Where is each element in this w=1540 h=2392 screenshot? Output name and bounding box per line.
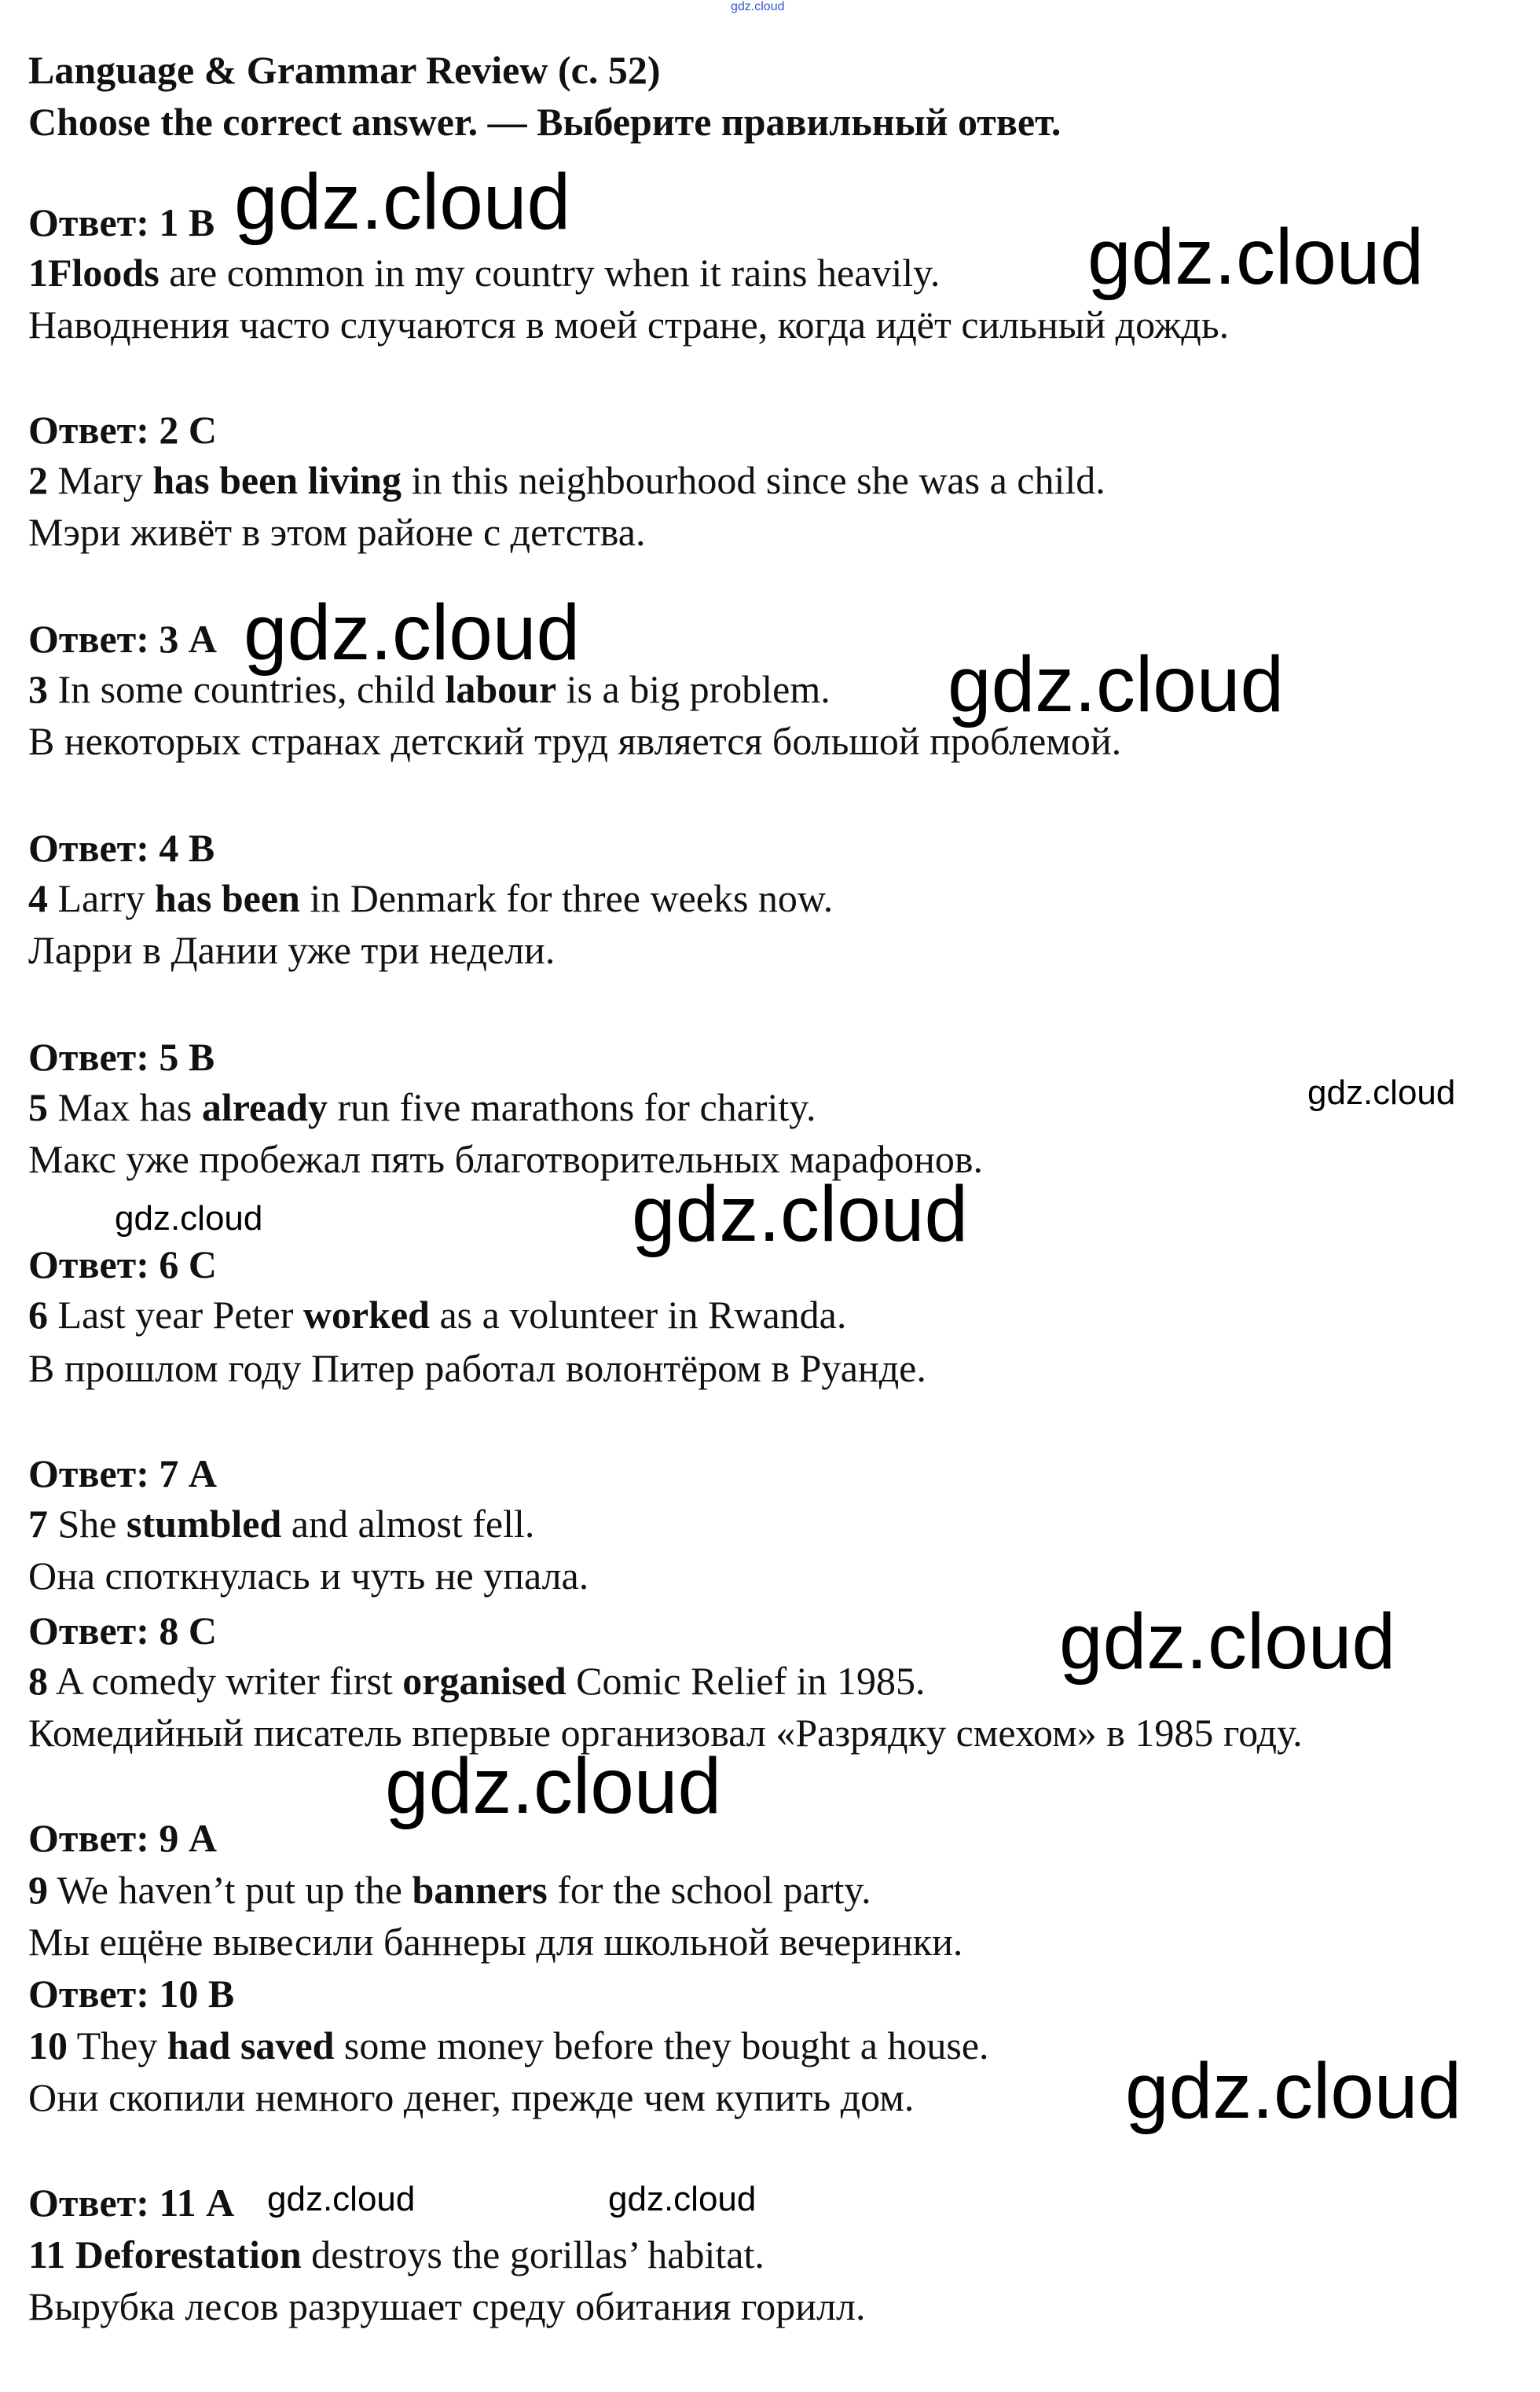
header	[28, 44, 1061, 148]
sentence-post: is a big problem.	[556, 667, 830, 711]
page-title: Language & Grammar Review (с. 52)	[28, 48, 661, 92]
watermark: gdz.cloud	[115, 1199, 263, 1238]
russian-translation: Мы ещёне вывесили баннеры для школьной вечеринки.	[28, 1920, 963, 1964]
item-number: 6	[28, 1293, 48, 1337]
english-sentence	[28, 1501, 534, 1546]
sentence-keyword: stumbled	[126, 1502, 282, 1546]
sentence-pre: Mary	[48, 458, 153, 502]
watermark: gdz.cloud	[632, 1170, 969, 1258]
english-sentence	[28, 2023, 989, 2068]
sentence-post: and almost fell.	[281, 1502, 535, 1546]
russian-translation: Макс уже пробежал пять благотворительных марафонов.	[28, 1137, 983, 1181]
watermark: gdz.cloud	[1125, 2047, 1462, 2135]
sentence-keyword: labour	[445, 667, 557, 711]
russian-translation: Она споткнулась и чуть не упала.	[28, 1554, 589, 1598]
sentence-keyword: Floods	[48, 251, 160, 295]
english-sentence	[28, 457, 1106, 503]
russian-translation: Они скопили немного денег, прежде чем купить дом.	[28, 2075, 915, 2119]
item-number: 11	[28, 2232, 66, 2276]
answer-label: Ответ: 9 A	[28, 1816, 217, 1860]
sentence-keyword: organised	[402, 1659, 566, 1703]
watermark: gdz.cloud	[948, 640, 1285, 728]
watermark: gdz.cloud	[608, 2180, 757, 2218]
sentence-pre: A comedy writer first	[48, 1659, 403, 1703]
item-number: 8	[28, 1659, 48, 1703]
answer-label: Ответ: 7 A	[28, 1451, 217, 1495]
sentence-pre: In some countries, child	[48, 667, 446, 711]
sentence-post: destroys the gorillas’ habitat.	[301, 2232, 764, 2276]
russian-translation: В прошлом году Питер работал волонтёром в Руанде.	[28, 1346, 926, 1390]
sentence-keyword: has been	[155, 876, 300, 920]
answer-label: Ответ: 10 B	[28, 1972, 235, 2016]
sentence-post: as a volunteer in Rwanda.	[429, 1293, 847, 1337]
russian-translation: Вырубка лесов разрушает среду обитания горилл.	[28, 2284, 866, 2328]
watermark: gdz.cloud	[234, 158, 571, 246]
russian-translation: Наводнения часто случаются в моей стране, когда идёт сильный дождь.	[28, 303, 1230, 347]
russian-translation: Комедийный писатель впервые организовал «Разрядку смехом» в 1985 году.	[28, 1711, 1303, 1755]
english-sentence	[28, 1084, 816, 1130]
sentence-post: are common in my country when it rains heavily.	[159, 251, 940, 295]
sentence-post: for the school party.	[547, 1868, 871, 1912]
top-watermark: gdz.cloud	[731, 0, 785, 13]
instruction: Choose the correct answer. — Выберите правильный ответ.	[28, 100, 1062, 144]
watermark: gdz.cloud	[267, 2180, 416, 2218]
sentence-keyword: already	[201, 1085, 328, 1129]
sentence-keyword: Deforestation	[75, 2232, 302, 2276]
answer-label: Ответ: 2 C	[28, 408, 217, 452]
sentence-pre: Larry	[48, 876, 156, 920]
answer-label: Ответ: 8 C	[28, 1609, 217, 1653]
item-number: 3	[28, 667, 48, 711]
english-sentence	[28, 1292, 846, 1337]
item-number: 7	[28, 1502, 48, 1546]
item-number: 4	[28, 876, 48, 920]
sentence-pre: Last year Peter	[48, 1293, 303, 1337]
watermark: gdz.cloud	[244, 589, 581, 677]
watermark: gdz.cloud	[1059, 1598, 1396, 1686]
english-sentence	[28, 250, 940, 295]
russian-translation: Ларри в Дании уже три недели.	[28, 928, 556, 972]
english-sentence	[28, 875, 833, 921]
sentence-post: some money before they bought a house.	[334, 2023, 989, 2067]
answer-label: Ответ: 11 A	[28, 2181, 235, 2225]
answer-label: Ответ: 6 C	[28, 1242, 217, 1286]
answer-label: Ответ: 5 B	[28, 1035, 215, 1079]
answer-label: Ответ: 3 A	[28, 617, 217, 661]
sentence-pre: Max has	[48, 1085, 202, 1129]
russian-translation: Мэри живёт в этом районе с детства.	[28, 510, 646, 554]
item-number: 5	[28, 1085, 48, 1129]
sentence-post: Comic Relief in 1985.	[566, 1659, 926, 1703]
item-number: 1	[28, 251, 48, 295]
english-sentence	[28, 2232, 764, 2277]
item-number: 2	[28, 458, 48, 502]
sentence-keyword: had saved	[167, 2023, 335, 2067]
russian-translation: В некоторых странах детский труд является большой проблемой.	[28, 719, 1122, 763]
sentence-pre: They	[68, 2023, 167, 2067]
english-sentence	[28, 1867, 871, 1913]
watermark: gdz.cloud	[1087, 213, 1424, 301]
sentence-keyword: worked	[302, 1293, 430, 1337]
item-number: 9	[28, 1868, 48, 1912]
answer-label: Ответ: 4 B	[28, 826, 215, 870]
sentence-pre	[65, 2232, 75, 2276]
sentence-keyword: banners	[412, 1868, 548, 1912]
answer-label: Ответ: 1 B	[28, 200, 215, 244]
sentence-keyword: has been living	[152, 458, 402, 502]
watermark: gdz.cloud	[1307, 1073, 1456, 1112]
sentence-pre: She	[48, 1502, 126, 1546]
english-sentence	[28, 1658, 926, 1704]
sentence-post: in Denmark for three weeks now.	[299, 876, 834, 920]
sentence-post: in this neighbourhood since she was a child.	[402, 458, 1106, 502]
sentence-pre: We haven’t put up the	[48, 1868, 412, 1912]
watermark: gdz.cloud	[385, 1742, 722, 1830]
item-number: 10	[28, 2023, 68, 2067]
sentence-post: run five marathons for charity.	[328, 1085, 816, 1129]
